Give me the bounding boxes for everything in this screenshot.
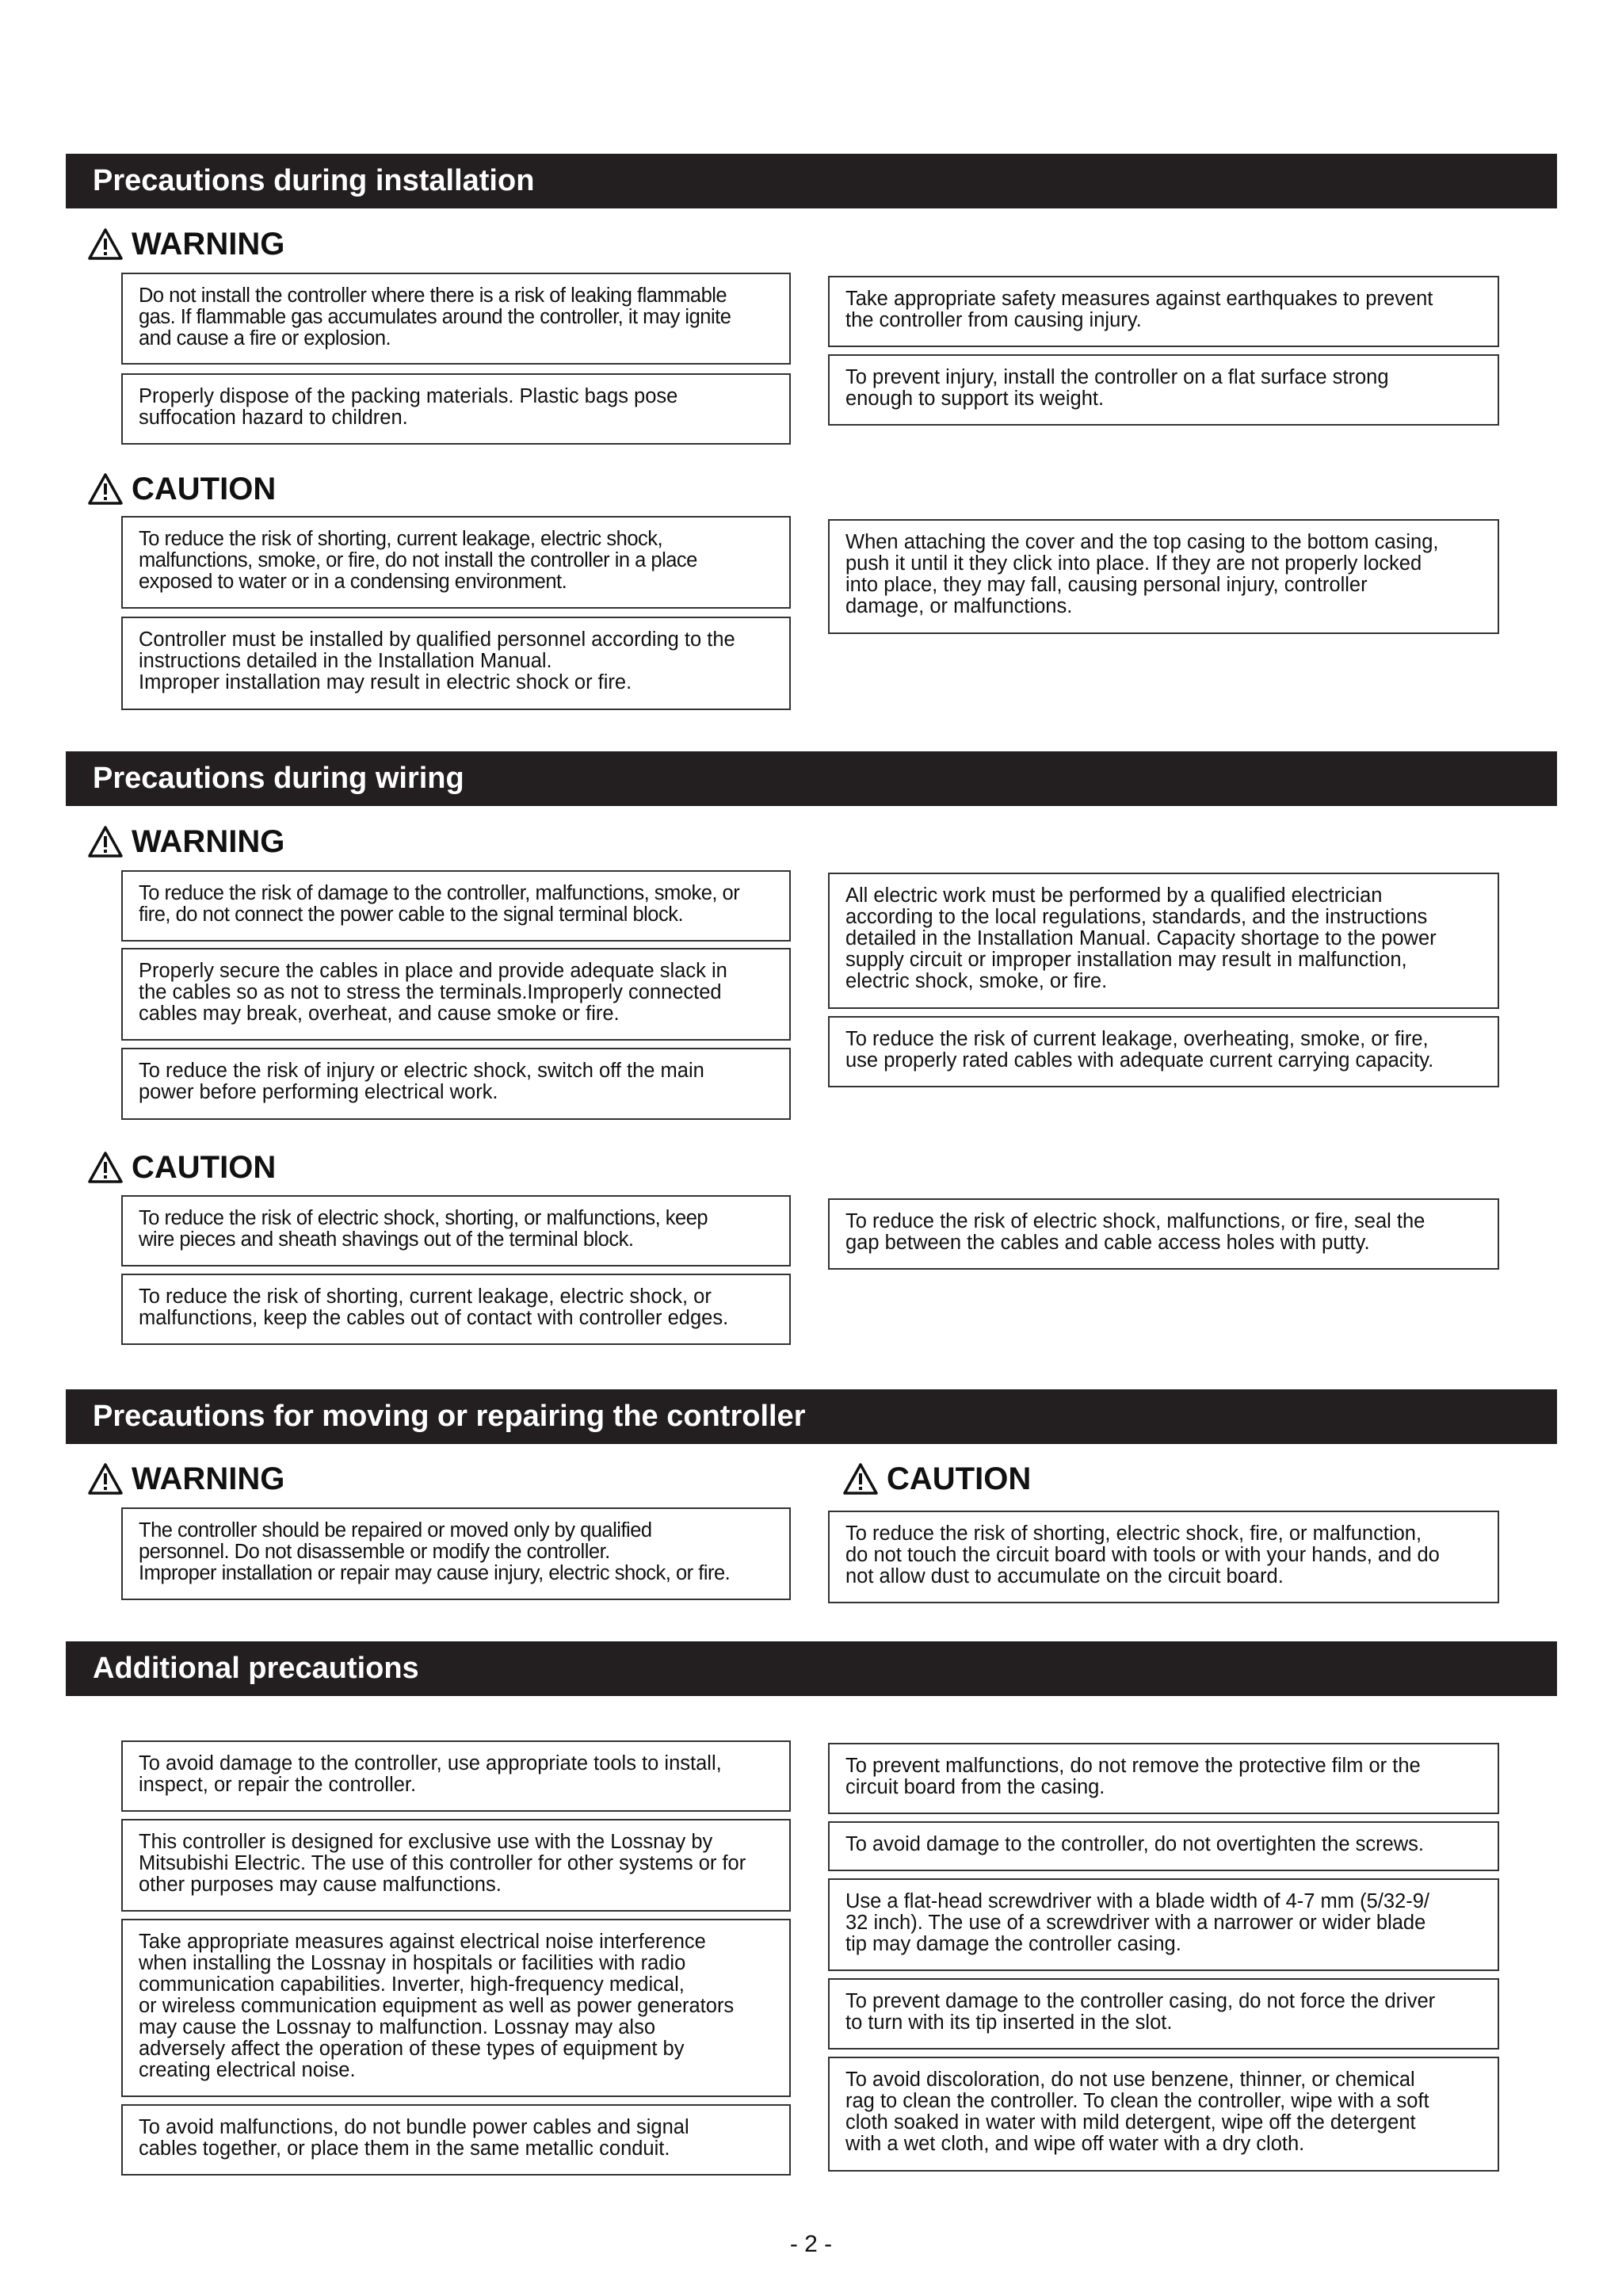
section-title-installation: Precautions during installation: [66, 154, 1557, 208]
notice-box: When attaching the cover and the top casing to the bottom casing, push it until it they click into place. If they are not properly locked into place, they may fall, causing personal injury, controller damage, or malfunctions.: [828, 519, 1499, 634]
notice-box: To prevent injury, install the controller on a flat surface strong enough to support its weight.: [828, 354, 1499, 426]
notice-box: To reduce the risk of electric shock, malfunctions, or fire, seal the gap between the cables and cable access holes with putty.: [828, 1198, 1499, 1270]
caution-label: CAUTION: [132, 1150, 277, 1185]
section-title-additional: Additional precautions: [66, 1641, 1557, 1696]
notice-box: All electric work must be performed by a qualified electrician according to the local regulations, standards, and the instructions detailed in the Installation Manual. Capacity shortage to the power supply circuit or improper installation may result in malfunction, electric shock, smoke, or fire.: [828, 873, 1499, 1009]
warning-triangle-icon: [87, 1462, 124, 1496]
page-number: - 2 -: [789, 2231, 833, 2257]
warning-label: WARNING: [132, 227, 285, 262]
warning-header-installation: [87, 224, 284, 264]
notice-box: Properly secure the cables in place and provide adequate slack in the cables so as not to stress the terminals.Improperly connected cables may break, overheat, and cause smoke or fire.: [121, 948, 791, 1041]
notice-box: To reduce the risk of electric shock, shorting, or malfunctions, keep wire pieces and sheath shavings out of the terminal block.: [121, 1195, 791, 1266]
warning-triangle-icon: [87, 825, 124, 858]
notice-box: To reduce the risk of current leakage, overheating, smoke, or fire, use properly rated cables with adequate current carrying capacity.: [828, 1016, 1499, 1087]
caution-header-wiring: [87, 1148, 276, 1187]
caution-label: CAUTION: [132, 472, 277, 506]
notice-box: To reduce the risk of shorting, current leakage, electric shock, malfunctions, smoke, or fire, do not install the controller in a place exposed to water or in a condensing environment.: [121, 516, 791, 609]
notice-box: To prevent malfunctions, do not remove the protective film or the circuit board from the casing.: [828, 1743, 1499, 1814]
section-title-moving: Precautions for moving or repairing the controller: [66, 1389, 1557, 1444]
notice-box: To avoid damage to the controller, use appropriate tools to install, inspect, or repair the controller.: [121, 1740, 791, 1812]
section-title-wiring: Precautions during wiring: [66, 751, 1557, 806]
caution-triangle-icon: [87, 1151, 124, 1184]
notice-box: Properly dispose of the packing materials. Plastic bags pose suffocation hazard to children.: [121, 373, 791, 445]
notice-box: To avoid damage to the controller, do not overtighten the screws.: [828, 1821, 1499, 1871]
warning-header-moving: [87, 1459, 284, 1499]
notice-box: To avoid malfunctions, do not bundle power cables and signal cables together, or place them in the same metallic conduit.: [121, 2104, 791, 2176]
warning-label: WARNING: [132, 824, 285, 859]
warning-label: WARNING: [132, 1461, 285, 1496]
notice-box: To reduce the risk of injury or electric shock, switch off the main power before performing electrical work.: [121, 1048, 791, 1120]
notice-box: Take appropriate safety measures against earthquakes to prevent the controller from causing injury.: [828, 276, 1499, 347]
notice-box: To reduce the risk of shorting, current leakage, electric shock, or malfunctions, keep the cables out of contact with controller edges.: [121, 1274, 791, 1345]
notice-box: To reduce the risk of damage to the controller, malfunctions, smoke, or fire, do not connect the power cable to the signal terminal block.: [121, 870, 791, 942]
notice-box: This controller is designed for exclusive use with the Lossnay by Mitsubishi Electric. The use of this controller for other systems or for other purposes may cause malfunctions.: [121, 1819, 791, 1912]
notice-box: The controller should be repaired or moved only by qualified personnel. Do not disassemble or modify the controller. Improper installation or repair may cause injury, electric shock, or fire.: [121, 1507, 791, 1600]
notice-box: Use a flat-head screwdriver with a blade width of 4-7 mm (5/32-9/ 32 inch). The use of a screwdriver with a narrower or wider blade tip may damage the controller casing.: [828, 1878, 1499, 1971]
notice-box: Do not install the controller where there is a risk of leaking flammable gas. If flammable gas accumulates around the controller, it may ignite and cause a fire or explosion.: [121, 273, 791, 365]
caution-triangle-icon: [87, 472, 124, 506]
caution-label: CAUTION: [887, 1461, 1032, 1496]
notice-box: To prevent damage to the controller casing, do not force the driver to turn with its tip inserted in the slot.: [828, 1978, 1499, 2050]
caution-triangle-icon: [842, 1462, 879, 1496]
caution-header-moving: [842, 1459, 1031, 1499]
warning-triangle-icon: [87, 227, 124, 261]
warning-header-wiring: [87, 822, 284, 861]
notice-box: To reduce the risk of shorting, electric shock, fire, or malfunction, do not touch the circuit board with tools or with your hands, and do not allow dust to accumulate on the circuit board.: [828, 1511, 1499, 1603]
caution-header-installation: [87, 469, 276, 509]
notice-box: Controller must be installed by qualified personnel according to the instructions detailed in the Installation Manual. Improper installation may result in electric shock or fire.: [121, 617, 791, 710]
notice-box: To avoid discoloration, do not use benzene, thinner, or chemical rag to clean the controller. To clean the controller, wipe with a soft cloth soaked in water with mild detergent, wipe off the detergent with a wet cloth, and wipe off water with a dry cloth.: [828, 2057, 1499, 2172]
notice-box: Take appropriate measures against electrical noise interference when installing the Lossnay in hospitals or facilities with radio communication capabilities. Inverter, high-frequency medical, or wireless communication equipment as well as power generators may cause the Lossnay to malfunction. Lossnay may also adversely affect the operation of these types of equipment by creating electrical noise.: [121, 1919, 791, 2097]
